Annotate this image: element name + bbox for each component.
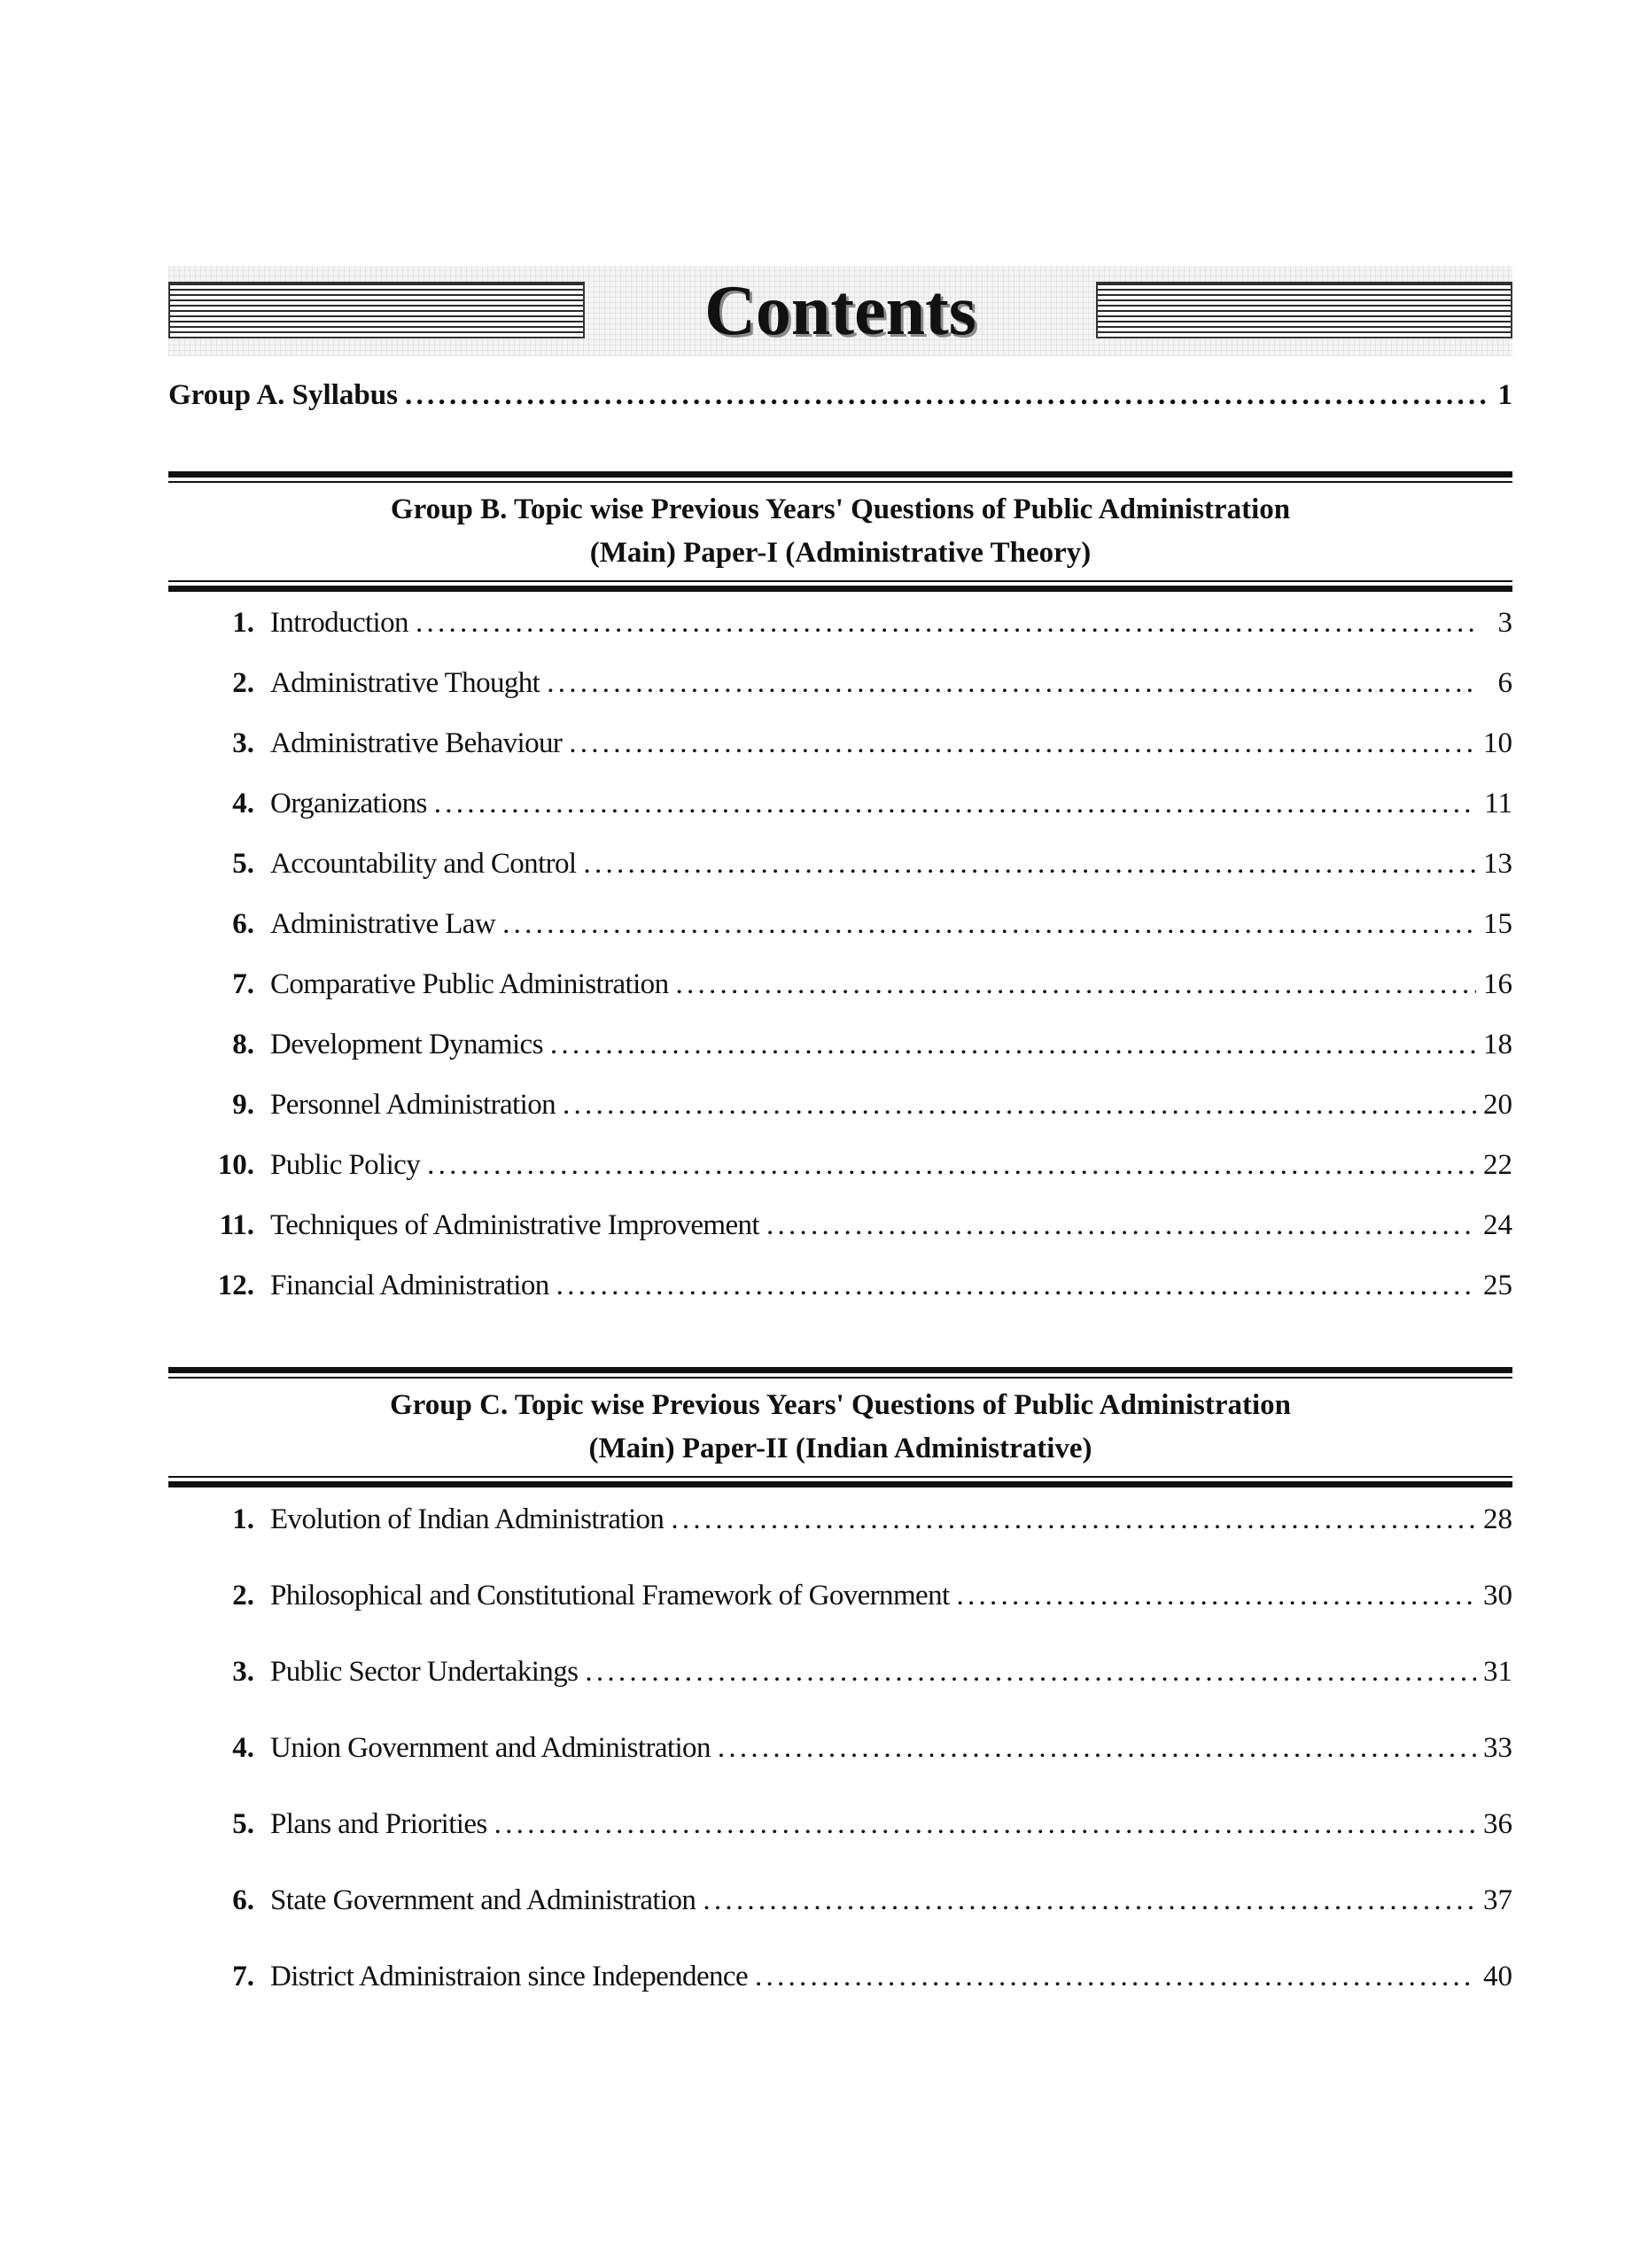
toc-entry-page: 18 — [1483, 1029, 1512, 1060]
toc-entry-number: 6. — [232, 908, 254, 940]
toc-entry-page: 25 — [1483, 1270, 1512, 1301]
dot-leader — [405, 379, 1491, 412]
toc-entry-label: Public Sector Undertakings — [270, 1656, 579, 1688]
toc-entry-page: 36 — [1483, 1808, 1512, 1840]
section-heading — [168, 1379, 1512, 1476]
dot-leader — [766, 1209, 1476, 1242]
section-heading-line: Group B. Topic wise Previous Years' Questions of Public Administration — [390, 493, 1291, 525]
toc-entry-number: 7. — [232, 1961, 254, 1992]
toc-entry-label: State Government and Administration — [270, 1884, 696, 1916]
toc-entry-number: 1. — [232, 1503, 254, 1535]
dot-leader — [703, 1884, 1476, 1917]
toc-entry-group-a[interactable] — [168, 379, 1512, 422]
toc-entry[interactable] — [168, 1656, 1512, 1697]
dot-leader — [671, 1503, 1476, 1536]
dot-leader — [718, 1732, 1476, 1765]
toc-entry[interactable] — [168, 1089, 1512, 1130]
section-header-group-c — [168, 1367, 1512, 1487]
page-title: Contents — [704, 272, 976, 350]
toc-entry-page: 13 — [1483, 848, 1512, 880]
section-heading-line: (Main) Paper-II (Indian Administrative) — [588, 1433, 1092, 1464]
toc-entry-label: Administrative Behaviour — [270, 727, 563, 759]
toc-entry-number: 2. — [232, 667, 254, 699]
toc-entry-page: 33 — [1483, 1732, 1512, 1764]
dot-leader — [502, 908, 1476, 941]
toc-entry-label: Philosophical and Constitutional Framework of Government — [270, 1580, 950, 1612]
dot-leader — [494, 1808, 1476, 1841]
rule — [168, 1367, 1512, 1373]
toc-entry-label: Public Policy — [270, 1149, 421, 1181]
toc-entry-page: 24 — [1483, 1209, 1512, 1241]
dot-leader — [416, 607, 1479, 640]
toc-entry-page: 30 — [1483, 1580, 1512, 1612]
toc-entry-number: 4. — [232, 788, 254, 819]
toc-entry-number: 3. — [232, 1656, 254, 1688]
toc-entry-page: 1 — [1497, 379, 1512, 411]
toc-entry-number: 10. — [217, 1149, 254, 1181]
toc-entry-label: Financial Administration — [270, 1270, 549, 1301]
toc-entry-number: 2. — [232, 1580, 254, 1612]
toc-entry-page: 37 — [1483, 1884, 1512, 1916]
toc-entry-label: Evolution of Indian Administration — [270, 1503, 665, 1535]
toc-entry[interactable] — [168, 1270, 1512, 1310]
toc-entry-number: 9. — [232, 1089, 254, 1121]
toc-entry-label: Techniques of Administrative Improvement — [270, 1209, 759, 1241]
toc-entry-number: 5. — [232, 1808, 254, 1840]
toc-entry-page: 15 — [1483, 908, 1512, 940]
dot-leader — [556, 1270, 1476, 1302]
toc-entry-number: 3. — [232, 727, 254, 759]
section-heading-line: (Main) Paper-I (Administrative Theory) — [589, 537, 1092, 569]
toc-entry[interactable] — [168, 1961, 1512, 2001]
dot-leader — [675, 968, 1476, 1001]
dot-leader — [550, 1029, 1476, 1061]
toc-entry-label: District Administraion since Independence — [270, 1961, 748, 1992]
dot-leader — [755, 1961, 1476, 1993]
toc-entry[interactable] — [168, 607, 1512, 648]
toc-entry[interactable] — [168, 968, 1512, 1009]
section-heading — [168, 483, 1512, 580]
toc-entry[interactable] — [168, 1732, 1512, 1773]
toc-entry-page: 6 — [1497, 667, 1512, 699]
toc-entry-page: 16 — [1483, 968, 1512, 1000]
toc-entry-label: Union Government and Administration — [270, 1732, 711, 1764]
toc-entry-label: Comparative Public Administration — [270, 968, 669, 1000]
toc-entry-number: 12. — [217, 1270, 254, 1301]
title-banner — [168, 266, 1512, 356]
toc-entry[interactable] — [168, 667, 1512, 708]
toc-entry-label: Development Dynamics — [270, 1029, 543, 1060]
toc-entry-page: 11 — [1484, 788, 1512, 819]
dot-leader — [584, 848, 1477, 881]
toc-entry-label: Introduction — [270, 607, 408, 639]
toc-entry[interactable] — [168, 848, 1512, 889]
toc-entry-number: 6. — [232, 1884, 254, 1916]
toc-entry[interactable] — [168, 788, 1512, 828]
dot-leader — [547, 667, 1479, 700]
toc-entry[interactable] — [168, 1503, 1512, 1544]
toc-entry-number: 1. — [232, 607, 254, 639]
toc-entry-number: 7. — [232, 968, 254, 1000]
section-header-group-b — [168, 471, 1512, 592]
dot-leader — [427, 1149, 1476, 1182]
toc-entry-label: Administrative Thought — [270, 667, 540, 699]
toc-entry-label: Administrative Law — [270, 908, 496, 940]
dot-leader — [585, 1656, 1476, 1689]
section-heading-line: Group C. Topic wise Previous Years' Questions of Public Administration — [389, 1389, 1291, 1421]
toc-entry-page: 10 — [1483, 727, 1512, 759]
toc-entry[interactable] — [168, 1209, 1512, 1250]
toc-entry[interactable] — [168, 908, 1512, 949]
toc-entry-page: 20 — [1483, 1089, 1512, 1121]
dot-leader — [569, 727, 1476, 760]
dot-leader — [434, 788, 1478, 820]
toc-entry-page: 31 — [1483, 1656, 1512, 1688]
toc-entry[interactable] — [168, 727, 1512, 768]
toc-entry-label: Accountability and Control — [270, 848, 577, 880]
rule — [168, 1481, 1512, 1487]
toc-entry[interactable] — [168, 1029, 1512, 1069]
toc-entry-number: 4. — [232, 1732, 254, 1764]
toc-entry[interactable] — [168, 1580, 1512, 1620]
toc-entry[interactable] — [168, 1808, 1512, 1849]
toc-entry-label: Group A. Syllabus — [168, 379, 398, 411]
toc-entry-page: 40 — [1483, 1961, 1512, 1992]
toc-entry-label: Personnel Administration — [270, 1089, 556, 1121]
toc-entry-label: Plans and Priorities — [270, 1808, 487, 1840]
toc-entry-number: 8. — [232, 1029, 254, 1060]
toc-entry-number: 5. — [232, 848, 254, 880]
toc-entry-page: 22 — [1483, 1149, 1512, 1181]
dot-leader — [563, 1089, 1476, 1122]
dot-leader — [957, 1580, 1476, 1612]
toc-entry-label: Organizations — [270, 788, 427, 819]
toc-entry-number: 11. — [219, 1209, 254, 1241]
toc-entry-page: 28 — [1483, 1503, 1512, 1535]
toc-entry[interactable] — [168, 1149, 1512, 1190]
toc-entry-page: 3 — [1497, 607, 1512, 639]
toc-entry[interactable] — [168, 1884, 1512, 1925]
rule — [168, 586, 1512, 592]
rule — [168, 471, 1512, 478]
